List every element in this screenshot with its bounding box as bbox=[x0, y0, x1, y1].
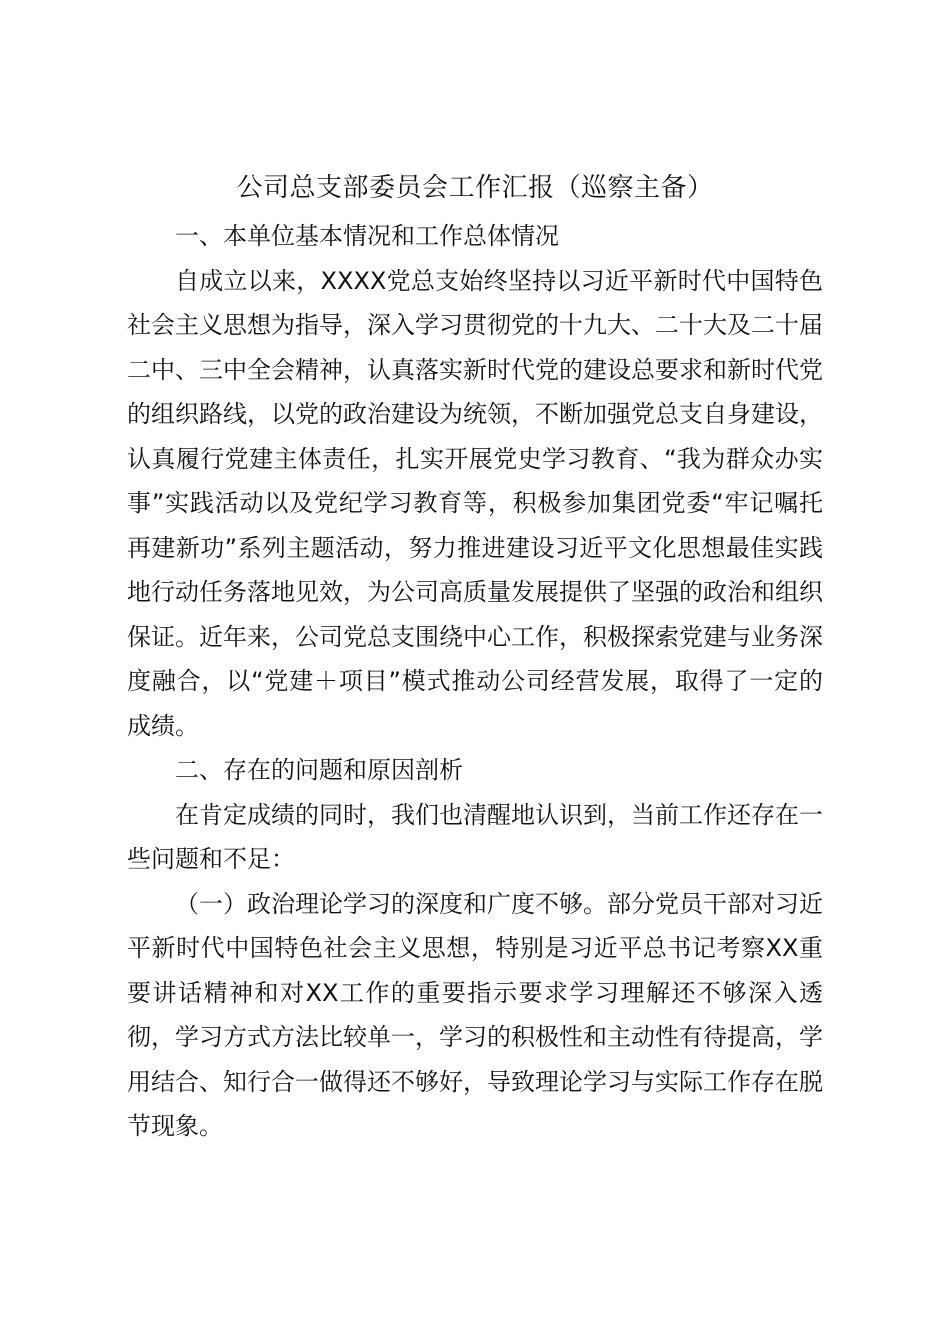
document-title: 公司总支部委员会工作汇报（巡察主备） bbox=[236, 173, 714, 203]
paragraph-problem-item-1: （一）政治理论学习的深度和广度不够。部分党员干部对习近平新时代中国特色社会主义思想，特别是习近平总书记考察XX重要讲话精神和对XX工作的重要指示要求学习理解还不够深入透彻，学习方式方法比较单一，学习的积极性和主动性有待提高，学用结合、知行合一做得还不够好，导致理论学习与实际工作存在脱节现象。 bbox=[127, 889, 823, 1140]
section-heading-basic-situation: 一、本单位基本情况和工作总体情况 bbox=[175, 222, 559, 250]
paragraph-problems-intro: 在肯定成绩的同时，我们也清醒地认识到，当前工作还存在一些问题和不足： bbox=[127, 800, 823, 873]
paragraph-basic-situation: 自成立以来，XXXX党总支始终坚持以习近平新时代中国特色社会主义思想为指导，深入学习贯彻党的十九大、二十大及二十届二中、三中全会精神，认真落实新时代党的建设总要求和新时代党的组织路线，以党的政治建设为统领，不断加强党总支自身建设，认真履行党建主体责任，扎实开展党史学习教育、“我为群众办实事”实践活动以及党纪学习教育等，积极参加集团党委“牢记嘱托再建新功”系列主题活动，努力推进建设习近平文化思想最佳实践地行动任务落地见效，为公司高质量发展提供了坚强的政治和组织保证。近年来，公司党总支围绕中心工作，积极探索党建与业务深度融合，以“党建＋项目”模式推动公司经营发展，取得了一定的成绩。 bbox=[127, 266, 823, 740]
document-page bbox=[127, 168, 823, 1149]
section-heading-problems: 二、存在的问题和原因剖析 bbox=[175, 756, 463, 784]
